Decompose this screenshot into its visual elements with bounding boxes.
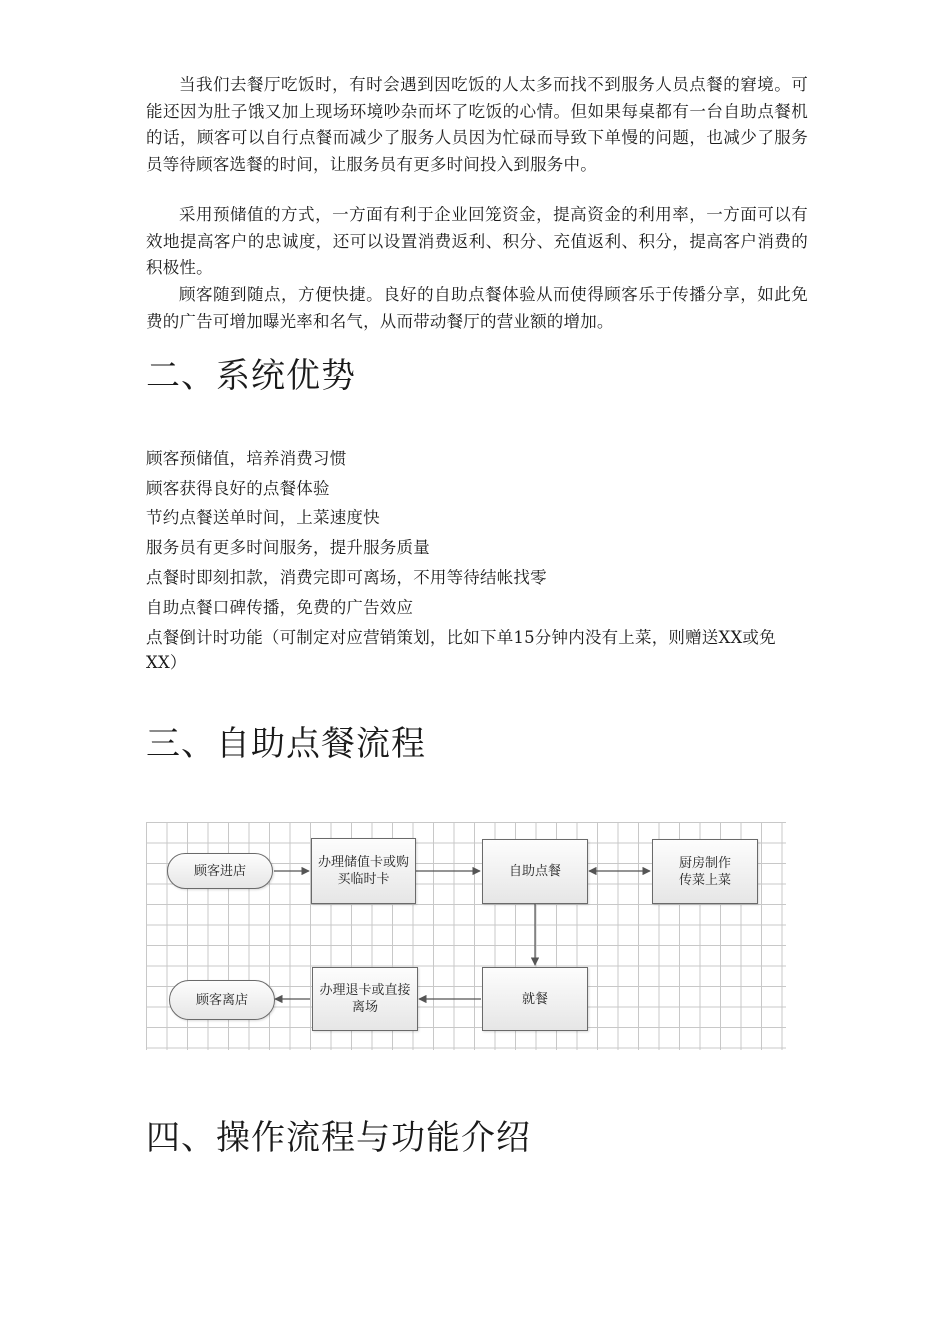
heading-self-order-flow: 三、自助点餐流程 [146,724,426,764]
node-customer-leave: 顾客离店 [169,980,275,1020]
heading-system-advantages: 二、系统优势 [146,356,356,396]
node-checkout: 办理退卡或直接离场 [312,967,418,1031]
advantage-item: 顾客获得良好的点餐体验 [146,478,330,498]
intro-paragraph-3: 顾客随到随点，方便快捷。良好的自助点餐体验从而使得顾客乐于传播分享，如此免费的广告可增加曝光率和名气，从而带动餐厅的营业额的增加。 [146,285,808,331]
node-dine: 就餐 [482,967,588,1031]
node-self-order: 自助点餐 [482,839,588,904]
advantage-item: 服务员有更多时间服务，提升服务质量 [146,538,430,558]
node-kitchen: 厨房制作传菜上菜 [652,839,758,904]
advantage-item: 点餐时即刻扣款，消费完即可离场，不用等待结帐找零 [146,567,547,587]
advantage-item: 点餐倒计时功能（可制定对应营销策划，比如下单15分钟内没有上菜，则赠送XX或免XX） [146,628,776,673]
advantage-item: 顾客预储值，培养消费习惯 [146,449,347,468]
advantage-item: 自助点餐口碑传播，免费的广告效应 [146,597,414,617]
node-get-card: 办理储值卡或购买临时卡 [311,838,416,904]
node-customer-enter: 顾客进店 [167,853,273,889]
heading-operation-flow: 四、操作流程与功能介绍 [146,1118,531,1158]
intro-paragraph-2: 采用预储值的方式，一方面有利于企业回笼资金，提高资金的利用率，一方面可以有效地提高客户的忠诚度，还可以设置消费返利、积分、充值返利、积分，提高客户消费的积极性。 [146,205,808,277]
flowchart [146,822,786,1050]
advantages-list [146,444,808,675]
intro-paragraph-1: 当我们去餐厅吃饭时，有时会遇到因吃饭的人太多而找不到服务人员点餐的窘境。可能还因为肚子饿又加上现场环境吵杂而坏了吃饭的心情。但如果每桌都有一台自助点餐机的话，顾客可以自行点餐而减少了服务人员因为忙碌而导致下单慢的问题，也减少了服务员等待顾客选餐的时间，让服务员有更多时间投入到服务中。 [146,75,808,174]
advantage-item: 节约点餐送单时间，上菜速度快 [146,508,380,528]
